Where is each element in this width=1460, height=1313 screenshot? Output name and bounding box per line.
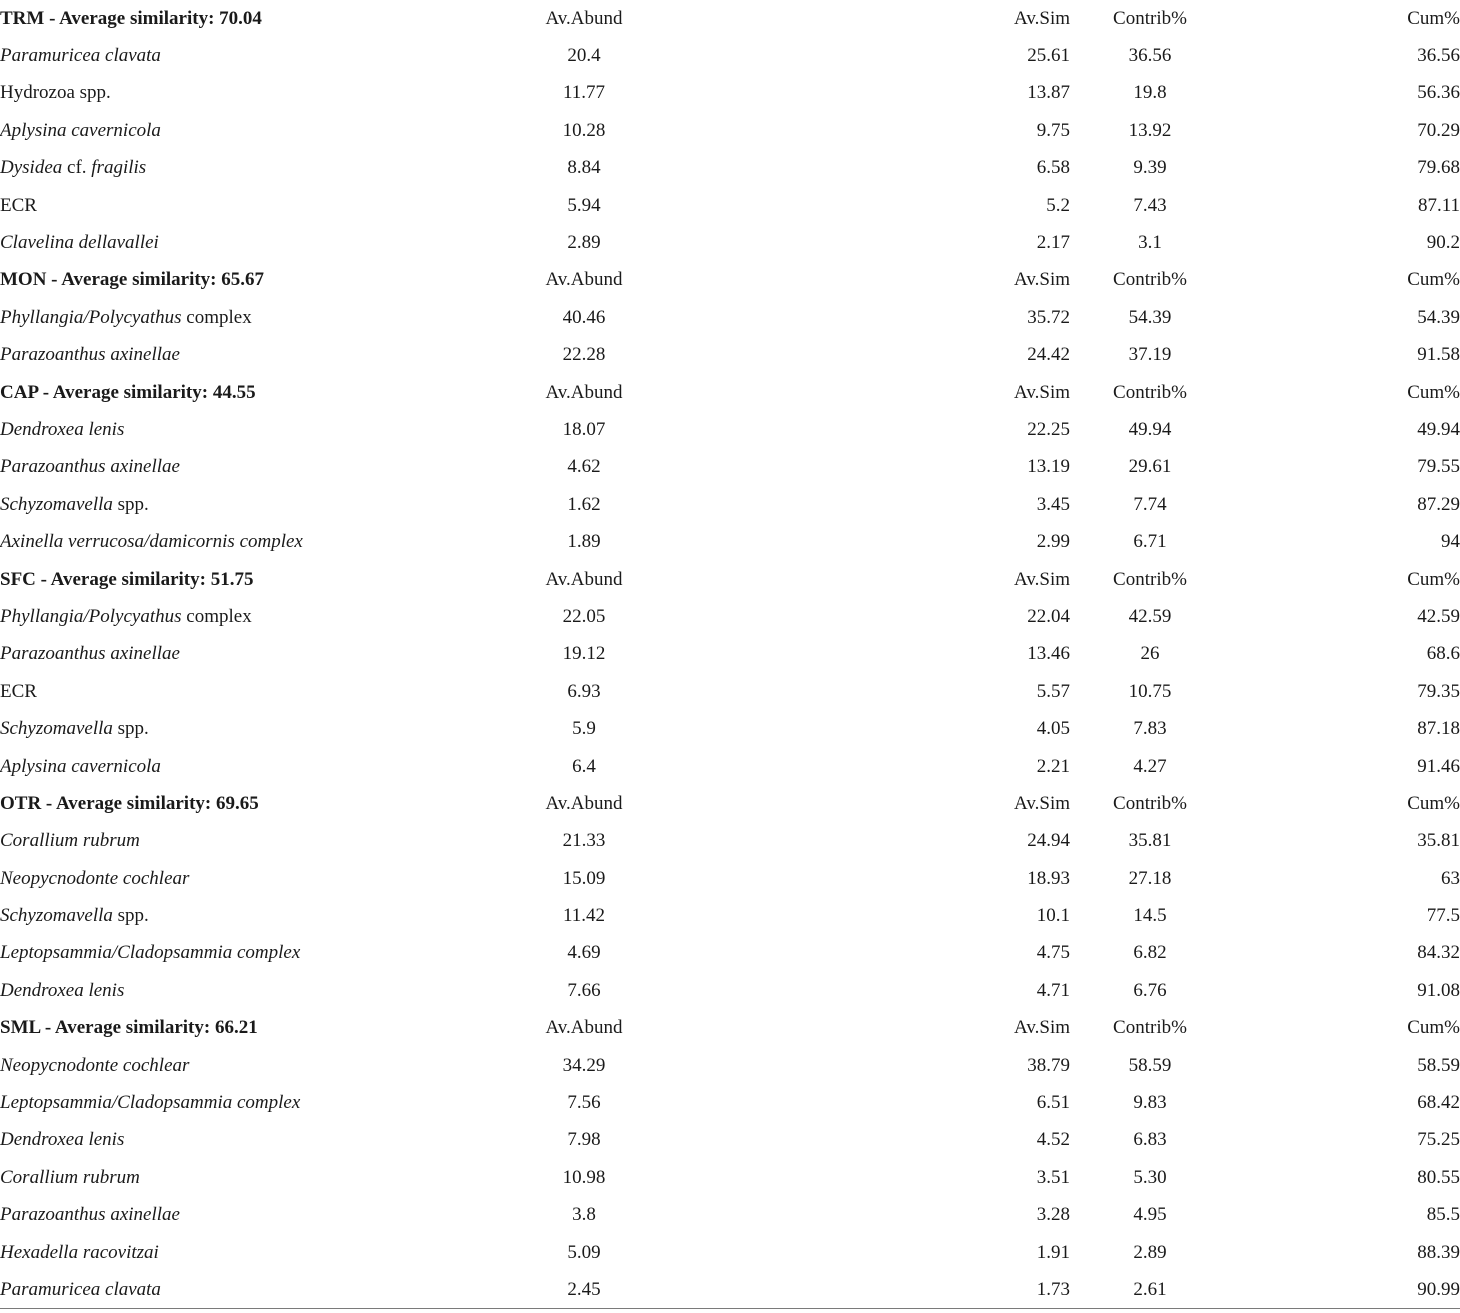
group-title: SFC - Average similarity: 51.75 [0, 568, 254, 590]
av-sim-cell: 4.71 [1036, 979, 1070, 1001]
species-name-part: Dendroxea lenis [0, 1129, 125, 1151]
species-name-part: Parazoanthus axinellae [0, 344, 180, 366]
species-name-part: spp. [112, 493, 149, 515]
table-bottom-rule [0, 1308, 1460, 1309]
column-header-contrib: Contrib% [1113, 568, 1187, 590]
species-name-cell [0, 523, 500, 560]
cum-cell: 80.55 [1417, 1166, 1460, 1188]
av-sim-cell: 6.51 [1036, 1092, 1070, 1114]
table-row [0, 486, 1460, 523]
av-abund-cell: 2.89 [567, 232, 601, 254]
cum-cell: 85.5 [1426, 1204, 1460, 1226]
species-name-part: Phyllangia/Polycyathus [0, 605, 182, 627]
av-sim-cell: 1.73 [1036, 1278, 1070, 1300]
column-header-abund: Av.Abund [545, 1017, 623, 1039]
contrib-cell: 4.95 [1133, 1204, 1167, 1226]
cum-cell: 79.68 [1417, 157, 1460, 179]
av-sim-cell: 3.28 [1036, 1204, 1070, 1226]
av-abund-cell: 3.8 [572, 1204, 596, 1226]
species-name-part: Paramuricea clavata [0, 1278, 161, 1300]
contrib-cell: 42.59 [1128, 605, 1172, 627]
species-name-cell [0, 636, 500, 673]
av-sim-cell: 6.58 [1036, 157, 1070, 179]
av-sim-cell: 24.94 [1027, 830, 1070, 852]
cum-cell: 90.99 [1417, 1278, 1460, 1300]
av-abund-cell: 10.28 [562, 119, 606, 141]
contrib-cell: 35.81 [1128, 830, 1172, 852]
cum-cell: 49.94 [1417, 418, 1460, 440]
table-row [0, 75, 1460, 112]
group-title: TRM - Average similarity: 70.04 [0, 7, 262, 29]
contrib-cell: 7.83 [1133, 718, 1167, 740]
table-row [0, 150, 1460, 187]
group-header-row [0, 785, 1460, 822]
species-name-cell [0, 75, 500, 112]
av-sim-cell: 5.2 [1046, 194, 1070, 216]
av-abund-cell: 18.07 [562, 418, 606, 440]
table-row [0, 187, 1460, 224]
species-name-part: Parazoanthus axinellae [0, 643, 180, 665]
av-sim-cell: 13.46 [1027, 643, 1070, 665]
group-header-row [0, 1010, 1460, 1047]
table-row [0, 598, 1460, 635]
cum-cell: 84.32 [1417, 942, 1460, 964]
species-name-cell [0, 1047, 500, 1084]
column-header-abund: Av.Abund [545, 7, 623, 29]
contrib-cell: 19.8 [1133, 82, 1167, 104]
species-name-part: fragilis [91, 157, 147, 179]
contrib-cell: 49.94 [1128, 418, 1172, 440]
cum-cell: 42.59 [1417, 605, 1460, 627]
av-abund-cell: 5.94 [567, 194, 601, 216]
species-name-cell [0, 299, 500, 336]
cum-cell: 70.29 [1417, 119, 1460, 141]
contrib-cell: 6.82 [1133, 942, 1167, 964]
species-name-part: Parazoanthus axinellae [0, 1204, 180, 1226]
cum-cell: 79.35 [1417, 680, 1460, 702]
species-name-part: Dysidea [0, 157, 63, 179]
column-header-sim: Av.Sim [1014, 568, 1070, 590]
contrib-cell: 54.39 [1128, 306, 1172, 328]
contrib-cell: 3.1 [1138, 232, 1162, 254]
species-name-part: Schyzomavella [0, 718, 113, 740]
av-sim-cell: 4.05 [1036, 718, 1070, 740]
av-abund-cell: 34.29 [562, 1054, 606, 1076]
column-header-sim: Av.Sim [1014, 269, 1070, 291]
species-name-part: Corallium rubrum [0, 830, 140, 852]
cum-cell: 63 [1441, 867, 1460, 889]
table-row [0, 823, 1460, 860]
av-abund-cell: 19.12 [562, 643, 606, 665]
av-sim-cell: 25.61 [1027, 45, 1070, 67]
species-name-cell [0, 1122, 500, 1159]
contrib-cell: 26 [1140, 643, 1160, 665]
group-title: MON - Average similarity: 65.67 [0, 269, 264, 291]
av-sim-cell: 5.57 [1036, 680, 1070, 702]
cum-cell: 87.18 [1417, 718, 1460, 740]
table-row [0, 224, 1460, 261]
av-abund-cell: 8.84 [567, 157, 601, 179]
column-header-sim: Av.Sim [1014, 381, 1070, 403]
species-name-part: Dendroxea lenis [0, 979, 125, 1001]
species-name-part: Leptopsammia/Cladopsammia complex [0, 1092, 301, 1114]
table-row [0, 1197, 1460, 1234]
contrib-cell: 36.56 [1128, 45, 1172, 67]
column-header-cum: Cum% [1407, 568, 1460, 590]
av-sim-cell: 18.93 [1027, 867, 1070, 889]
av-sim-cell: 2.21 [1036, 755, 1070, 777]
table-row [0, 897, 1460, 934]
av-abund-cell: 6.4 [572, 755, 596, 777]
table-row [0, 523, 1460, 560]
av-abund-cell: 1.62 [567, 493, 601, 515]
contrib-cell: 6.76 [1133, 979, 1167, 1001]
av-abund-cell: 15.09 [562, 867, 606, 889]
av-abund-cell: 7.56 [567, 1092, 601, 1114]
column-header-abund: Av.Abund [545, 568, 623, 590]
av-abund-cell: 2.45 [567, 1278, 601, 1300]
species-name-part: Phyllangia/Polycyathus [0, 306, 182, 328]
contrib-cell: 37.19 [1128, 344, 1172, 366]
cum-cell: 87.29 [1417, 493, 1460, 515]
contrib-cell: 2.89 [1133, 1241, 1167, 1263]
av-sim-cell: 22.04 [1027, 605, 1070, 627]
av-sim-cell: 38.79 [1027, 1054, 1070, 1076]
table-row [0, 449, 1460, 486]
av-sim-cell: 13.19 [1027, 456, 1070, 478]
contrib-cell: 5.30 [1133, 1166, 1167, 1188]
species-name-cell [0, 823, 500, 860]
column-header-abund: Av.Abund [545, 269, 623, 291]
av-sim-cell: 13.87 [1027, 82, 1070, 104]
contrib-cell: 27.18 [1128, 867, 1172, 889]
av-sim-cell: 1.91 [1036, 1241, 1070, 1263]
group-title: OTR - Average similarity: 69.65 [0, 792, 259, 814]
table-row [0, 337, 1460, 374]
av-sim-cell: 9.75 [1036, 119, 1070, 141]
column-header-sim: Av.Sim [1014, 7, 1070, 29]
contrib-cell: 14.5 [1133, 905, 1167, 927]
column-header-abund: Av.Abund [545, 792, 623, 814]
table-row [0, 1084, 1460, 1121]
table-row [0, 748, 1460, 785]
table-row [0, 636, 1460, 673]
group-title: SML - Average similarity: 66.21 [0, 1017, 258, 1039]
species-name-cell [0, 1271, 500, 1308]
table-row [0, 1047, 1460, 1084]
species-name-part: complex [181, 306, 252, 328]
av-sim-cell: 35.72 [1027, 306, 1070, 328]
table-row [0, 1234, 1460, 1271]
species-name-cell [0, 935, 500, 972]
group-title: CAP - Average similarity: 44.55 [0, 381, 256, 403]
cum-cell: 77.5 [1426, 905, 1460, 927]
contrib-cell: 6.83 [1133, 1129, 1167, 1151]
cum-cell: 54.39 [1417, 306, 1460, 328]
species-name-cell [0, 150, 500, 187]
cum-cell: 68.42 [1417, 1092, 1460, 1114]
contrib-cell: 2.61 [1133, 1278, 1167, 1300]
species-name-cell [0, 897, 500, 934]
table-row [0, 673, 1460, 710]
table-row [0, 710, 1460, 747]
group-header-row [0, 0, 1460, 37]
contrib-cell: 7.43 [1133, 194, 1167, 216]
av-sim-cell: 4.52 [1036, 1129, 1070, 1151]
species-name-cell [0, 37, 500, 74]
species-name-cell [0, 486, 500, 523]
species-name-part: Paramuricea clavata [0, 45, 161, 67]
table-row [0, 411, 1460, 448]
group-header-row [0, 262, 1460, 299]
cum-cell: 36.56 [1417, 45, 1460, 67]
av-sim-cell: 2.99 [1036, 531, 1070, 553]
species-name-part: cf. [62, 157, 92, 179]
column-header-contrib: Contrib% [1113, 792, 1187, 814]
species-name-cell [0, 673, 500, 710]
species-name-cell [0, 187, 500, 224]
av-abund-cell: 5.9 [572, 718, 596, 740]
species-name-cell [0, 1197, 500, 1234]
table-row [0, 299, 1460, 336]
table-row [0, 935, 1460, 972]
av-sim-cell: 3.51 [1036, 1166, 1070, 1188]
species-name-part: Dendroxea lenis [0, 418, 125, 440]
av-abund-cell: 21.33 [562, 830, 606, 852]
av-abund-cell: 4.69 [567, 942, 601, 964]
table-row [0, 1122, 1460, 1159]
species-name-cell [0, 449, 500, 486]
species-name-cell [0, 1159, 500, 1196]
av-abund-cell: 7.98 [567, 1129, 601, 1151]
cum-cell: 88.39 [1417, 1241, 1460, 1263]
species-name-cell [0, 112, 500, 149]
column-header-sim: Av.Sim [1014, 1017, 1070, 1039]
av-abund-cell: 22.28 [562, 344, 606, 366]
av-sim-cell: 10.1 [1036, 905, 1070, 927]
contrib-cell: 9.39 [1133, 157, 1167, 179]
species-name-part: Clavelina dellavallei [0, 232, 159, 254]
species-name-part: Axinella verrucosa/damicornis complex [0, 531, 303, 553]
cum-cell: 91.58 [1417, 344, 1460, 366]
table-row [0, 972, 1460, 1009]
species-name-cell [0, 710, 500, 747]
av-abund-cell: 11.42 [562, 905, 606, 927]
column-header-sim: Av.Sim [1014, 792, 1070, 814]
species-name-cell [0, 1084, 500, 1121]
species-name-part: Corallium rubrum [0, 1166, 140, 1188]
av-sim-cell: 2.17 [1036, 232, 1070, 254]
column-header-contrib: Contrib% [1113, 1017, 1187, 1039]
table-row [0, 37, 1460, 74]
species-name-cell [0, 337, 500, 374]
cum-cell: 35.81 [1417, 830, 1460, 852]
column-header-cum: Cum% [1407, 381, 1460, 403]
species-name-part: Hydrozoa spp. [0, 82, 111, 104]
species-name-cell [0, 411, 500, 448]
cum-cell: 79.55 [1417, 456, 1460, 478]
av-abund-cell: 5.09 [567, 1241, 601, 1263]
av-sim-cell: 24.42 [1027, 344, 1070, 366]
cum-cell: 58.59 [1417, 1054, 1460, 1076]
cum-cell: 68.6 [1426, 643, 1460, 665]
cum-cell: 90.2 [1426, 232, 1460, 254]
cum-cell: 75.25 [1417, 1129, 1460, 1151]
cum-cell: 87.11 [1417, 194, 1460, 216]
contrib-cell: 6.71 [1133, 531, 1167, 553]
av-abund-cell: 4.62 [567, 456, 601, 478]
table-row [0, 1271, 1460, 1308]
species-name-part: ECR [0, 194, 37, 216]
table-row [0, 860, 1460, 897]
contrib-cell: 10.75 [1128, 680, 1172, 702]
av-abund-cell: 7.66 [567, 979, 601, 1001]
contrib-cell: 9.83 [1133, 1092, 1167, 1114]
species-name-cell [0, 1234, 500, 1271]
column-header-cum: Cum% [1407, 1017, 1460, 1039]
column-header-contrib: Contrib% [1113, 381, 1187, 403]
species-name-part: Leptopsammia/Cladopsammia complex [0, 942, 301, 964]
species-name-part: complex [181, 605, 252, 627]
species-name-cell [0, 972, 500, 1009]
table-row [0, 112, 1460, 149]
species-name-part: spp. [112, 718, 149, 740]
species-name-cell [0, 598, 500, 635]
av-sim-cell: 3.45 [1036, 493, 1070, 515]
species-name-part: Hexadella racovitzai [0, 1241, 159, 1263]
species-name-part: Neopycnodonte cochlear [0, 1054, 190, 1076]
av-sim-cell: 4.75 [1036, 942, 1070, 964]
column-header-contrib: Contrib% [1113, 269, 1187, 291]
species-name-part: Neopycnodonte cochlear [0, 867, 190, 889]
av-abund-cell: 40.46 [562, 306, 606, 328]
contrib-cell: 4.27 [1133, 755, 1167, 777]
av-abund-cell: 20.4 [567, 45, 601, 67]
species-name-part: Aplysina cavernicola [0, 755, 161, 777]
av-abund-cell: 22.05 [562, 605, 606, 627]
cum-cell: 94 [1441, 531, 1460, 553]
cum-cell: 91.08 [1417, 979, 1460, 1001]
species-name-part: spp. [112, 905, 149, 927]
species-name-cell [0, 224, 500, 261]
species-name-part: Schyzomavella [0, 493, 113, 515]
contrib-cell: 13.92 [1128, 119, 1172, 141]
species-name-part: Aplysina cavernicola [0, 119, 161, 141]
cum-cell: 91.46 [1417, 755, 1460, 777]
group-header-row [0, 374, 1460, 411]
av-abund-cell: 10.98 [562, 1166, 606, 1188]
cum-cell: 56.36 [1417, 82, 1460, 104]
column-header-cum: Cum% [1407, 269, 1460, 291]
contrib-cell: 7.74 [1133, 493, 1167, 515]
species-name-cell [0, 860, 500, 897]
species-name-part: Schyzomavella [0, 905, 113, 927]
av-sim-cell: 22.25 [1027, 418, 1070, 440]
column-header-cum: Cum% [1407, 7, 1460, 29]
group-header-row [0, 561, 1460, 598]
contrib-cell: 29.61 [1128, 456, 1172, 478]
column-header-abund: Av.Abund [545, 381, 623, 403]
column-header-cum: Cum% [1407, 792, 1460, 814]
contrib-cell: 58.59 [1128, 1054, 1172, 1076]
species-name-part: ECR [0, 680, 37, 702]
av-abund-cell: 1.89 [567, 531, 601, 553]
species-name-part: Parazoanthus axinellae [0, 456, 180, 478]
av-abund-cell: 6.93 [567, 680, 601, 702]
table-row [0, 1159, 1460, 1196]
column-header-contrib: Contrib% [1113, 7, 1187, 29]
av-abund-cell: 11.77 [562, 82, 606, 104]
species-name-cell [0, 748, 500, 785]
